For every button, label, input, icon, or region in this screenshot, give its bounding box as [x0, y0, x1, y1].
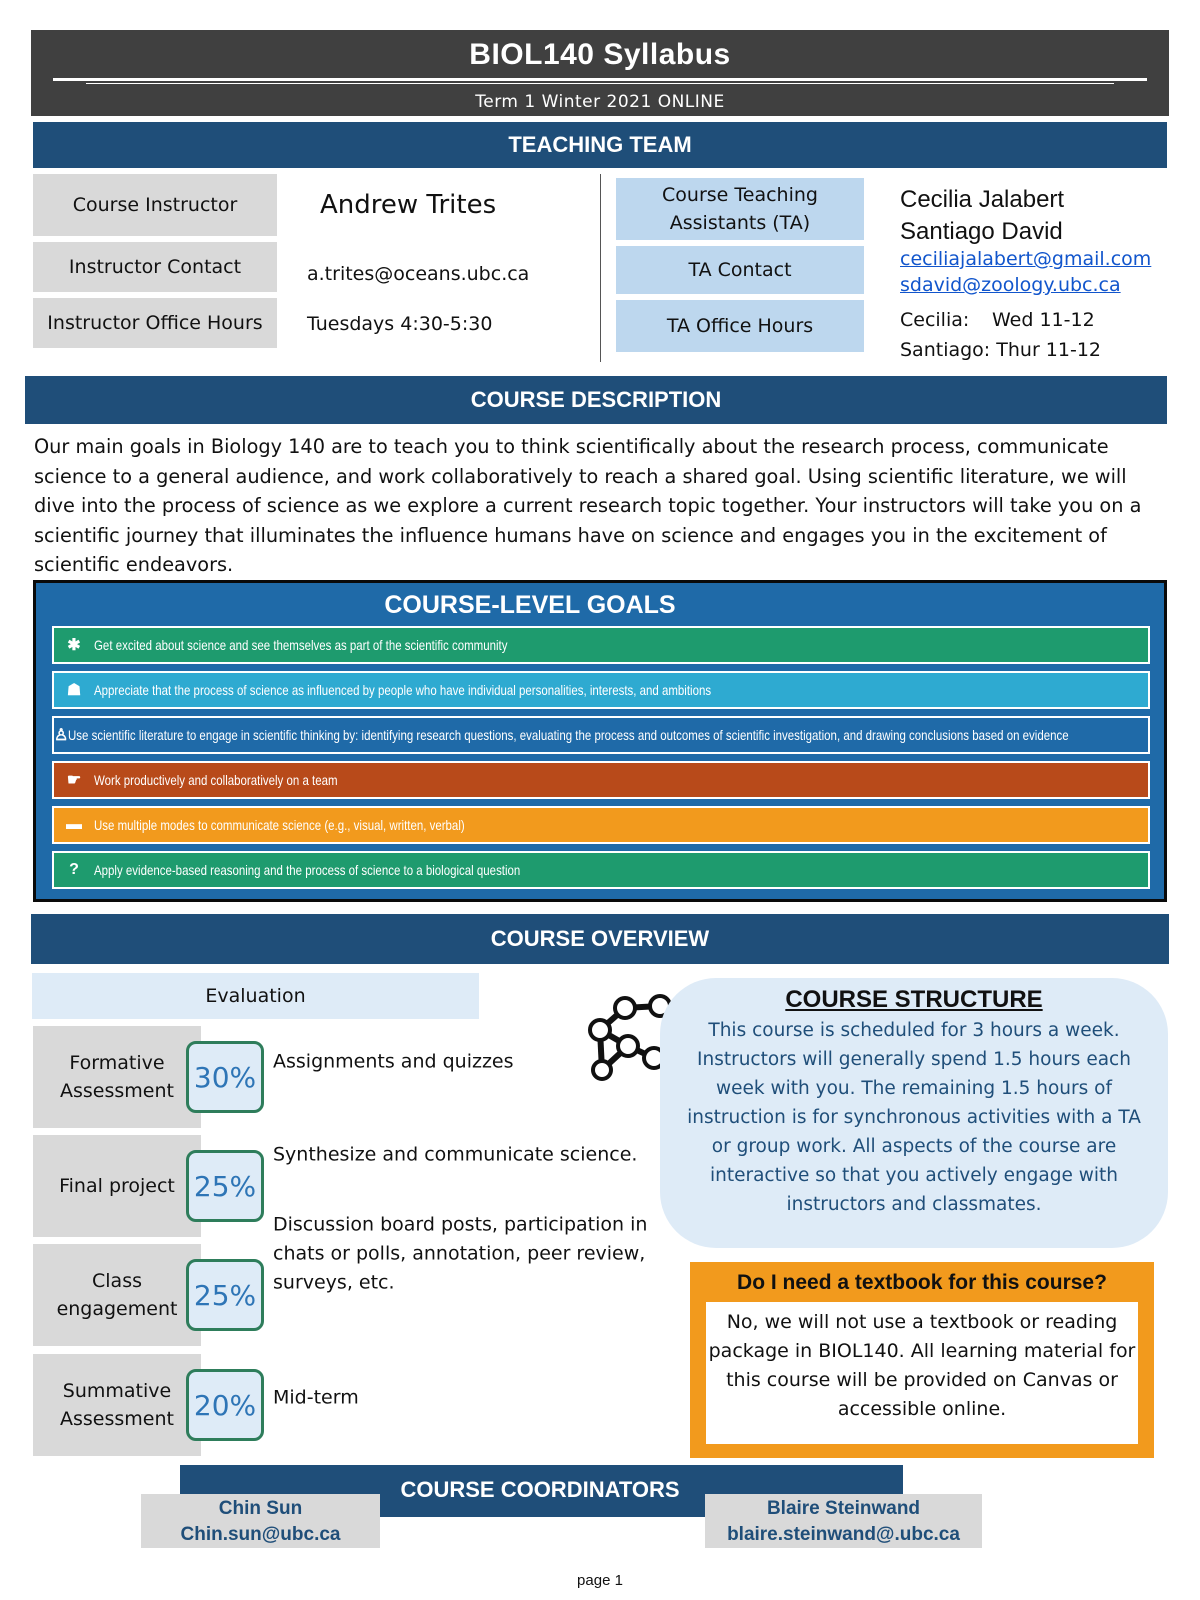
- instructor-email[interactable]: a.trites@oceans.ubc.ca: [307, 263, 530, 285]
- goal-text: Work productively and collaboratively on a team: [94, 772, 338, 788]
- page-title: BIOL140 Syllabus: [469, 38, 731, 71]
- question-icon: ?: [69, 861, 79, 878]
- gear-icon: ✱: [67, 637, 81, 654]
- handshake-icon: ☛: [66, 772, 82, 789]
- ta-contact-label: TA Contact: [616, 246, 864, 294]
- evaluation-percent: 25%: [186, 1259, 264, 1331]
- goal-text: Use multiple modes to communicate science (e.g., visual, written, verbal): [94, 817, 465, 833]
- evaluation-heading: Evaluation: [32, 973, 479, 1019]
- course-goals-panel: [33, 580, 1167, 902]
- team-divider: [600, 174, 601, 362]
- goal-text: Apply evidence-based reasoning and the process of science to a biological question: [94, 862, 521, 878]
- ta-email-link[interactable]: sdavid@zoology.ubc.ca: [900, 274, 1121, 296]
- evaluation-percent: 20%: [186, 1369, 264, 1441]
- coordinator-email[interactable]: blaire.steinwand@.ubc.ca: [727, 1524, 960, 1545]
- ta-name: Santiago David: [900, 218, 1063, 245]
- ta-hours-label: TA Office Hours: [616, 300, 864, 352]
- course-structure-title: COURSE STRUCTURE: [785, 986, 1043, 1013]
- course-structure-text: This course is scheduled for 3 hours a week. Instructors will generally spend 1.5 hours each week with you. The remaining 1.5 hours of instruction is for synchronous activities with a TA or group work. All aspects of the course are interactive so that you actively engage with instructors and classmates.: [687, 1020, 1141, 1215]
- ta-email-link[interactable]: ceciliajalabert@gmail.com: [900, 248, 1152, 270]
- evaluation-label: Summative Assessment: [33, 1354, 201, 1456]
- evaluation-description: Assignments and quizzes: [273, 1050, 514, 1073]
- ta-emails: [900, 246, 1151, 298]
- evaluation-label: Final project: [33, 1135, 201, 1237]
- evaluation-label: Formative Assessment: [33, 1026, 201, 1128]
- goal-text: Appreciate that the process of science as influenced by people who have individual personalities, interests, and ambitions: [94, 682, 712, 698]
- goal-text: Use scientific literature to engage in scientific thinking by: identifying research questions, evaluating the process and outcomes of scientific investigation, and drawing conclusions based on evidence: [68, 727, 1069, 743]
- teaching-team-heading: TEACHING TEAM: [33, 122, 1167, 168]
- term-subtitle: Term 1 Winter 2021 ONLINE: [475, 92, 725, 112]
- page-number: page 1: [577, 1572, 623, 1589]
- textbook-question: Do I need a textbook for this course?: [737, 1271, 1107, 1294]
- instructor-hours: Tuesdays 4:30-5:30: [307, 313, 493, 335]
- title-rule-thin: [86, 83, 1114, 84]
- coordinator-name: Chin Sun: [218, 1498, 303, 1519]
- goal-item: [52, 626, 1150, 664]
- textbook-panel: [690, 1262, 1154, 1458]
- ta-names: [900, 184, 1064, 248]
- instructor-hours-label: Instructor Office Hours: [33, 298, 277, 348]
- goal-item: [52, 671, 1150, 709]
- evaluation-description: Discussion board posts, participation in chats or polls, annotation, peer review, surveys, etc.: [273, 1213, 648, 1294]
- evaluation-label: Class engagement: [33, 1244, 201, 1346]
- course-structure-panel: [660, 978, 1168, 1248]
- ta-hours-name: Santiago:: [900, 339, 991, 361]
- coordinator-card: [141, 1494, 380, 1548]
- coordinator-email[interactable]: Chin.sun@ubc.ca: [180, 1524, 341, 1545]
- ta-hours-name: Cecilia:: [900, 309, 970, 331]
- textbook-answer: No, we will not use a textbook or reading package in BIOL140. All learning material for this course will be provided on Canvas or accessible online.: [706, 1302, 1138, 1444]
- coordinators-heading: COURSE COORDINATORS: [400, 1477, 680, 1502]
- ta-hours-time: Wed 11-12: [992, 309, 1095, 331]
- instructor-contact-label: Instructor Contact: [33, 242, 277, 292]
- coordinator-card: [705, 1494, 982, 1548]
- instructor-label: Course Instructor: [33, 174, 277, 236]
- evaluation-percent: 25%: [186, 1150, 264, 1222]
- instructor-name: Andrew Trites: [320, 190, 497, 220]
- title-rule: [53, 78, 1147, 81]
- course-description-text: Our main goals in Biology 140 are to teach you to think scientifically about the research process, communicate science to a general audience, and work collaboratively to reach a shared goal. Using scientific literature, we will dive into the process of science as we explore a current research topic together. Your instructors will take you on a scientific journey that illuminates the influence humans have on science and engages you in the excitement of scientific endeavors.: [34, 435, 1142, 576]
- ta-hours-time: Thur 11-12: [996, 339, 1102, 361]
- chat-icon: ▬: [66, 816, 82, 833]
- goal-text: Get excited about science and see themselves as part of the scientific community: [94, 637, 508, 653]
- people-icon: ☗: [66, 682, 82, 699]
- coordinator-name: Blaire Steinwand: [766, 1498, 921, 1519]
- goal-item: [52, 761, 1150, 799]
- course-goals-heading: COURSE-LEVEL GOALS: [384, 591, 676, 619]
- microscope-icon: ♙: [54, 727, 69, 744]
- course-overview-heading: COURSE OVERVIEW: [31, 914, 1169, 964]
- ta-label: Course Teaching Assistants (TA): [616, 178, 864, 240]
- goal-item: [52, 716, 1150, 754]
- ta-name: Cecilia Jalabert: [900, 186, 1065, 213]
- title-banner: [31, 30, 1169, 116]
- evaluation-description: Synthesize and communicate science.: [273, 1143, 638, 1166]
- goal-item: [52, 851, 1150, 889]
- ta-hours: [900, 305, 1101, 365]
- evaluation-description: Mid-term: [273, 1386, 359, 1409]
- evaluation-percent: 30%: [186, 1041, 264, 1113]
- course-description-heading: COURSE DESCRIPTION: [25, 376, 1167, 424]
- goal-item: [52, 806, 1150, 844]
